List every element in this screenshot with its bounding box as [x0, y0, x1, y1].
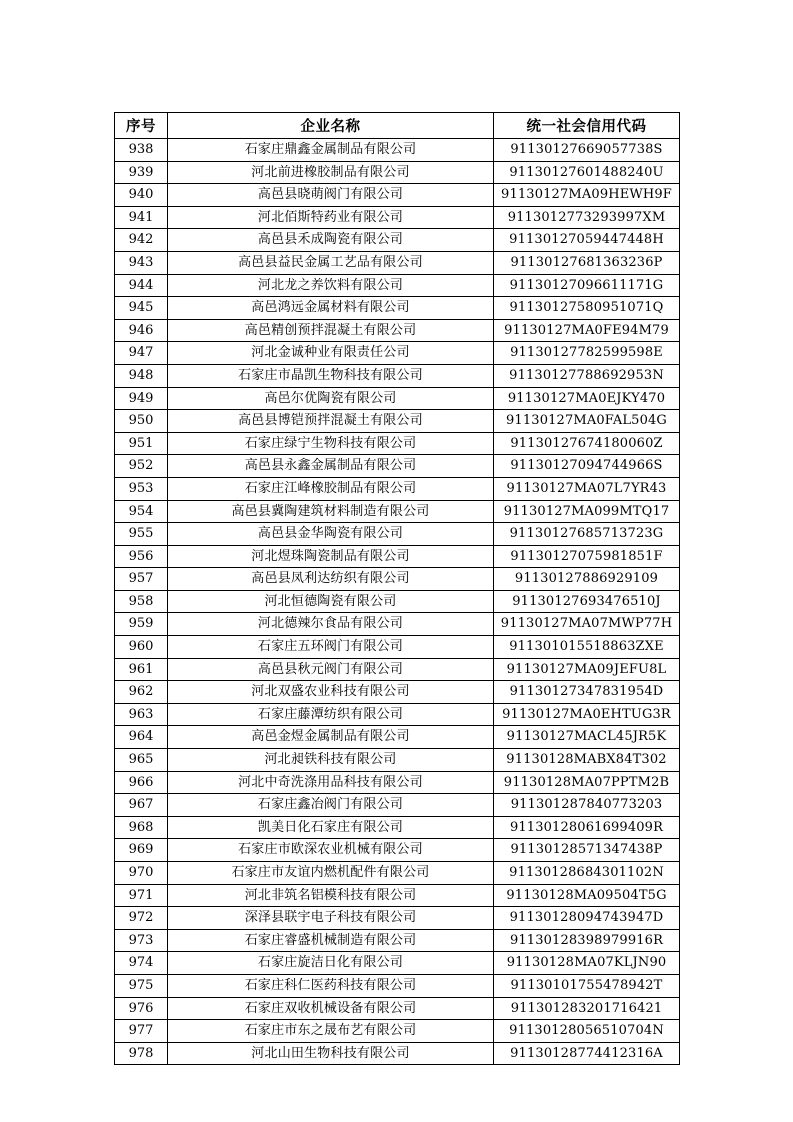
- cell-sequence: 971: [115, 884, 168, 907]
- cell-sequence: 952: [115, 455, 168, 478]
- cell-enterprise-name: 河北煜珠陶瓷制品有限公司: [168, 545, 494, 568]
- cell-sequence: 954: [115, 500, 168, 523]
- cell-enterprise-name: 高邑鸿远金属材料有限公司: [168, 297, 494, 320]
- cell-credit-code: 91130127094744966S: [494, 455, 680, 478]
- cell-sequence: 948: [115, 364, 168, 387]
- cell-enterprise-name: 石家庄市东之晟布艺有限公司: [168, 1020, 494, 1043]
- cell-credit-code: 91130127MA0FAL504G: [494, 410, 680, 433]
- cell-enterprise-name: 河北恒德陶瓷有限公司: [168, 590, 494, 613]
- cell-credit-code: 91130127669057738S: [494, 139, 680, 162]
- cell-sequence: 970: [115, 862, 168, 885]
- cell-credit-code: 91130127693476510J: [494, 590, 680, 613]
- cell-enterprise-name: 河北非筑名铝模科技有限公司: [168, 884, 494, 907]
- table-row: [115, 274, 680, 297]
- cell-sequence: 943: [115, 251, 168, 274]
- cell-credit-code: 91130127MA07MWP77H: [494, 613, 680, 636]
- table-row: [115, 974, 680, 997]
- cell-sequence: 972: [115, 907, 168, 930]
- table-header-row: [115, 113, 680, 139]
- cell-enterprise-name: 石家庄市友谊内燃机配件有限公司: [168, 862, 494, 885]
- cell-credit-code: 91130127MA0EJKY470: [494, 387, 680, 410]
- cell-credit-code: 911301015518863ZXE: [494, 636, 680, 659]
- table-row: [115, 1020, 680, 1043]
- table-row: [115, 297, 680, 320]
- cell-enterprise-name: 河北双盛农业科技有限公司: [168, 681, 494, 704]
- table-row: [115, 161, 680, 184]
- cell-sequence: 962: [115, 681, 168, 704]
- cell-sequence: 968: [115, 816, 168, 839]
- enterprise-registry-table: [114, 112, 680, 1065]
- table-row: [115, 794, 680, 817]
- table-row: [115, 184, 680, 207]
- table-body: [115, 139, 680, 1065]
- cell-enterprise-name: 石家庄绿宁生物科技有限公司: [168, 432, 494, 455]
- cell-sequence: 941: [115, 206, 168, 229]
- cell-enterprise-name: 高邑金煜金属制品有限公司: [168, 726, 494, 749]
- cell-enterprise-name: 高邑县晓萌阀门有限公司: [168, 184, 494, 207]
- table-row: [115, 364, 680, 387]
- cell-credit-code: 91130127MA09HEWH9F: [494, 184, 680, 207]
- cell-sequence: 946: [115, 319, 168, 342]
- table-row: [115, 816, 680, 839]
- cell-sequence: 947: [115, 342, 168, 365]
- table-row: [115, 500, 680, 523]
- cell-sequence: 940: [115, 184, 168, 207]
- cell-credit-code: 91130127788692953N: [494, 364, 680, 387]
- cell-credit-code: 91130128MABX84T302: [494, 749, 680, 772]
- cell-credit-code: 91130127MA099MTQ17: [494, 500, 680, 523]
- cell-credit-code: 91130127601488240U: [494, 161, 680, 184]
- cell-enterprise-name: 石家庄市晶凯生物科技有限公司: [168, 364, 494, 387]
- table-row: [115, 839, 680, 862]
- cell-sequence: 944: [115, 274, 168, 297]
- cell-sequence: 959: [115, 613, 168, 636]
- cell-enterprise-name: 高邑县凤利达纺织有限公司: [168, 568, 494, 591]
- cell-sequence: 965: [115, 749, 168, 772]
- cell-credit-code: 91130127347831954D: [494, 681, 680, 704]
- cell-credit-code: 91130101755478942T: [494, 974, 680, 997]
- cell-sequence: 969: [115, 839, 168, 862]
- cell-enterprise-name: 石家庄藤潭纺织有限公司: [168, 703, 494, 726]
- table-row: [115, 771, 680, 794]
- table-row: [115, 884, 680, 907]
- cell-enterprise-name: 高邑县秋元阀门有限公司: [168, 658, 494, 681]
- table-row: [115, 749, 680, 772]
- table-row: [115, 658, 680, 681]
- cell-sequence: 966: [115, 771, 168, 794]
- cell-credit-code: 91130127MA09JEFU8L: [494, 658, 680, 681]
- cell-credit-code: 91130127096611171G: [494, 274, 680, 297]
- cell-sequence: 967: [115, 794, 168, 817]
- cell-enterprise-name: 深泽县联宇电子科技有限公司: [168, 907, 494, 930]
- cell-enterprise-name: 河北昶铁科技有限公司: [168, 749, 494, 772]
- cell-enterprise-name: 石家庄旋洁日化有限公司: [168, 952, 494, 975]
- cell-sequence: 938: [115, 139, 168, 162]
- cell-enterprise-name: 石家庄鑫冶阀门有限公司: [168, 794, 494, 817]
- table-row: [115, 206, 680, 229]
- cell-enterprise-name: 石家庄五环阀门有限公司: [168, 636, 494, 659]
- cell-credit-code: 91130127075981851F: [494, 545, 680, 568]
- cell-enterprise-name: 河北佰斯特药业有限公司: [168, 206, 494, 229]
- table-row: [115, 681, 680, 704]
- cell-enterprise-name: 石家庄双收机械设备有限公司: [168, 997, 494, 1020]
- cell-credit-code: 91130127059447448H: [494, 229, 680, 252]
- cell-enterprise-name: 高邑县金华陶瓷有限公司: [168, 523, 494, 546]
- cell-enterprise-name: 河北德辣尔食品有限公司: [168, 613, 494, 636]
- table-row: [115, 319, 680, 342]
- table-row: [115, 929, 680, 952]
- cell-enterprise-name: 高邑县益民金属工艺品有限公司: [168, 251, 494, 274]
- cell-sequence: 945: [115, 297, 168, 320]
- cell-sequence: 963: [115, 703, 168, 726]
- table-row: [115, 342, 680, 365]
- cell-credit-code: 91130127782599598E: [494, 342, 680, 365]
- table-row: [115, 568, 680, 591]
- cell-sequence: 953: [115, 477, 168, 500]
- cell-credit-code: 91130128571347438P: [494, 839, 680, 862]
- cell-credit-code: 91130127MA07L7YR43: [494, 477, 680, 500]
- cell-credit-code: 91130128684301102N: [494, 862, 680, 885]
- cell-sequence: 942: [115, 229, 168, 252]
- cell-credit-code: 91130128094743947D: [494, 907, 680, 930]
- table-row: [115, 590, 680, 613]
- cell-sequence: 957: [115, 568, 168, 591]
- cell-credit-code: 91130127580951071Q: [494, 297, 680, 320]
- table-row: [115, 229, 680, 252]
- cell-credit-code: 91130127MACL45JR5K: [494, 726, 680, 749]
- cell-credit-code: 91130128MA09504T5G: [494, 884, 680, 907]
- cell-enterprise-name: 石家庄市欧深农业机械有限公司: [168, 839, 494, 862]
- cell-sequence: 960: [115, 636, 168, 659]
- cell-sequence: 939: [115, 161, 168, 184]
- cell-enterprise-name: 河北龙之养饮料有限公司: [168, 274, 494, 297]
- cell-credit-code: 91130128MA07KLJN90: [494, 952, 680, 975]
- cell-credit-code: 91130127MA0FE94M79: [494, 319, 680, 342]
- table-row: [115, 862, 680, 885]
- cell-credit-code: 91130128774412316A: [494, 1042, 680, 1065]
- cell-sequence: 950: [115, 410, 168, 433]
- cell-sequence: 951: [115, 432, 168, 455]
- table-row: [115, 387, 680, 410]
- cell-enterprise-name: 河北山田生物科技有限公司: [168, 1042, 494, 1065]
- table-row: [115, 997, 680, 1020]
- cell-sequence: 973: [115, 929, 168, 952]
- table-row: [115, 952, 680, 975]
- cell-enterprise-name: 石家庄科仁医药科技有限公司: [168, 974, 494, 997]
- cell-credit-code: 91130127685713723G: [494, 523, 680, 546]
- cell-sequence: 949: [115, 387, 168, 410]
- cell-enterprise-name: 高邑精创预拌混凝土有限公司: [168, 319, 494, 342]
- cell-credit-code: 91130128MA07PPTM2B: [494, 771, 680, 794]
- cell-credit-code: 911301287840773203: [494, 794, 680, 817]
- cell-sequence: 964: [115, 726, 168, 749]
- cell-credit-code: 91130127886929109: [494, 568, 680, 591]
- cell-enterprise-name: 河北中奇洗涤用品科技有限公司: [168, 771, 494, 794]
- enterprise-table-container: [114, 112, 679, 1065]
- table-row: [115, 907, 680, 930]
- cell-credit-code: 91130128061699409R: [494, 816, 680, 839]
- table-row: [115, 139, 680, 162]
- table-row: [115, 726, 680, 749]
- table-row: [115, 455, 680, 478]
- cell-sequence: 961: [115, 658, 168, 681]
- cell-enterprise-name: 高邑县禾成陶瓷有限公司: [168, 229, 494, 252]
- cell-enterprise-name: 高邑县冀陶建筑材料制造有限公司: [168, 500, 494, 523]
- cell-sequence: 974: [115, 952, 168, 975]
- cell-sequence: 956: [115, 545, 168, 568]
- cell-credit-code: 91130127MA0EHTUG3R: [494, 703, 680, 726]
- cell-credit-code: 91130127681363236P: [494, 251, 680, 274]
- table-row: [115, 432, 680, 455]
- cell-sequence: 955: [115, 523, 168, 546]
- table-row: [115, 613, 680, 636]
- table-row: [115, 1042, 680, 1065]
- table-row: [115, 703, 680, 726]
- cell-enterprise-name: 河北前进橡胶制品有限公司: [168, 161, 494, 184]
- cell-credit-code: 911301283201716421: [494, 997, 680, 1020]
- cell-enterprise-name: 河北金诚种业有限责任公司: [168, 342, 494, 365]
- cell-enterprise-name: 高邑县博铠预拌混凝土有限公司: [168, 410, 494, 433]
- cell-enterprise-name: 石家庄鼎鑫金属制品有限公司: [168, 139, 494, 162]
- cell-credit-code: 9113012773293997XM: [494, 206, 680, 229]
- cell-enterprise-name: 高邑县永鑫金属制品有限公司: [168, 455, 494, 478]
- cell-enterprise-name: 高邑尔优陶瓷有限公司: [168, 387, 494, 410]
- cell-sequence: 975: [115, 974, 168, 997]
- cell-credit-code: 91130128398979916R: [494, 929, 680, 952]
- column-header-credit-code: 统一社会信用代码: [494, 113, 680, 139]
- cell-credit-code: 91130127674180060Z: [494, 432, 680, 455]
- column-header-sequence: 序号: [115, 113, 168, 139]
- cell-enterprise-name: 凯美日化石家庄有限公司: [168, 816, 494, 839]
- table-header: [115, 113, 680, 139]
- cell-enterprise-name: 石家庄睿盛机械制造有限公司: [168, 929, 494, 952]
- table-row: [115, 251, 680, 274]
- cell-credit-code: 91130128056510704N: [494, 1020, 680, 1043]
- table-row: [115, 523, 680, 546]
- cell-enterprise-name: 石家庄江峰橡胶制品有限公司: [168, 477, 494, 500]
- cell-sequence: 977: [115, 1020, 168, 1043]
- table-row: [115, 410, 680, 433]
- table-row: [115, 636, 680, 659]
- table-row: [115, 477, 680, 500]
- cell-sequence: 976: [115, 997, 168, 1020]
- table-row: [115, 545, 680, 568]
- column-header-enterprise-name: 企业名称: [168, 113, 494, 139]
- cell-sequence: 978: [115, 1042, 168, 1065]
- cell-sequence: 958: [115, 590, 168, 613]
